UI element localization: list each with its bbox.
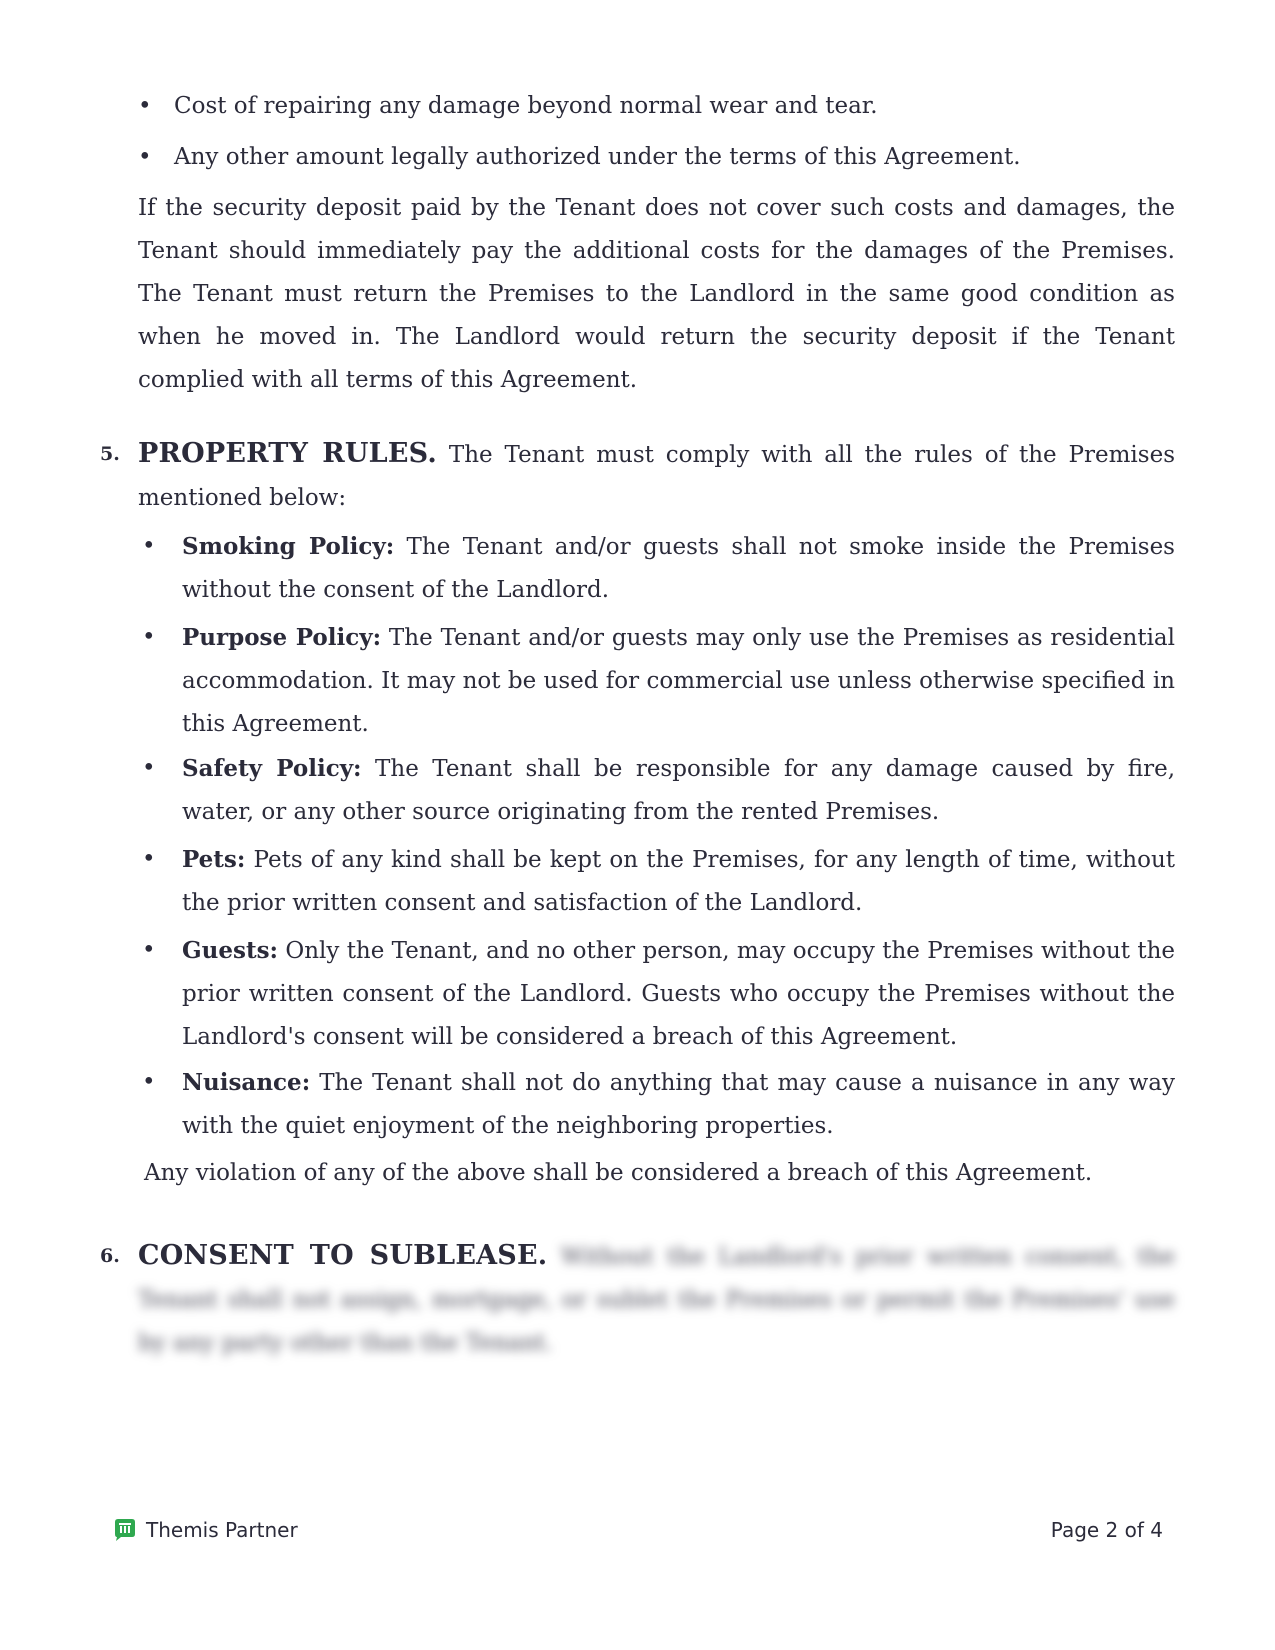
section-number: 6. — [100, 1245, 120, 1267]
deposit-paragraph: If the security deposit paid by the Tenant does not cover such costs and damages, the Tenant should immediately pay the additional costs for the damages of the Premises. The Tenant must return the Premises to the Landlord in the same good condition as when he moved in. The Landlord would return the security deposit if the Tenant complied with all terms of this Agreement. — [138, 195, 1175, 393]
rule-item — [142, 1061, 1175, 1148]
rule-item — [142, 747, 1175, 834]
bullet-glyph: • — [142, 624, 156, 650]
section-heading: PROPERTY RULES. — [138, 438, 437, 469]
list-item-text: Cost of repairing any damage beyond normal wear and tear. — [174, 93, 878, 119]
section-intro: The Tenant must comply with all the rules of the Premises mentioned below: — [138, 442, 1176, 511]
section-heading: CONSENT TO SUBLEASE. — [138, 1240, 548, 1271]
rule-text: Only the Tenant, and no other person, may occupy the Premises without the prior written consent of the Landlord. Guests who occupy the Premises without the Landlord's consent will be considered a breach of this Agreement. — [182, 938, 1175, 1050]
section-number: 5. — [100, 443, 120, 465]
rule-label: Smoking Policy: — [182, 533, 395, 560]
list-item — [138, 136, 1175, 179]
rule-item — [142, 616, 1175, 746]
list-item — [138, 85, 1175, 128]
bullet-glyph: • — [138, 144, 152, 170]
rule-label: Guests: — [182, 937, 279, 964]
rule-text: The Tenant and/or guests may only use the Premises as residential accommodation. It may not be used for commercial use unless otherwise specified in this Agreement. — [182, 625, 1175, 737]
rule-item — [142, 838, 1175, 925]
brand — [112, 1518, 298, 1542]
rule-text: The Tenant shall be responsible for any damage caused by fire, water, or any other source originating from the rented Premises. — [182, 756, 1176, 825]
page-number: Page 2 of 4 — [1050, 1518, 1163, 1542]
rule-label: Pets: — [182, 846, 246, 873]
themis-logo-icon — [112, 1518, 138, 1542]
bullet-glyph: • — [142, 755, 156, 781]
section-5-heading-paragraph — [138, 432, 1175, 520]
rule-item — [142, 525, 1175, 612]
rule-label: Purpose Policy: — [182, 624, 382, 651]
rule-label: Nuisance: — [182, 1069, 311, 1096]
section-closing: Any violation of any of the above shall be considered a breach of this Agreement. — [144, 1160, 1093, 1186]
rule-item — [142, 929, 1175, 1059]
bullet-glyph: • — [142, 846, 156, 872]
bullet-glyph: • — [138, 93, 152, 119]
rule-text: The Tenant shall not do anything that may cause a nuisance in any way with the quiet enjoyment of the neighboring properties. — [182, 1070, 1175, 1139]
section-6-heading-paragraph — [138, 1234, 1175, 1365]
bullet-glyph: • — [142, 533, 156, 559]
rule-text: Pets of any kind shall be kept on the Premises, for any length of time, without the prior written consent and satisfaction of the Landlord. — [182, 847, 1175, 916]
page-footer — [0, 1518, 1275, 1558]
rule-label: Safety Policy: — [182, 755, 362, 782]
brand-name: Themis Partner — [146, 1518, 298, 1542]
bullet-glyph: • — [142, 1069, 156, 1095]
bullet-glyph: • — [142, 937, 156, 963]
rule-text: The Tenant and/or guests shall not smoke inside the Premises without the consent of the Landlord. — [182, 534, 1175, 603]
blurred-preview-text: Without the Landlord's prior written consent, the Tenant shall not assign, mortgage, or sublet the Premises or permit the Premises' use by any party other than the Tenant. — [138, 1244, 1175, 1356]
list-item-text: Any other amount legally authorized under the terms of this Agreement. — [174, 144, 1021, 170]
